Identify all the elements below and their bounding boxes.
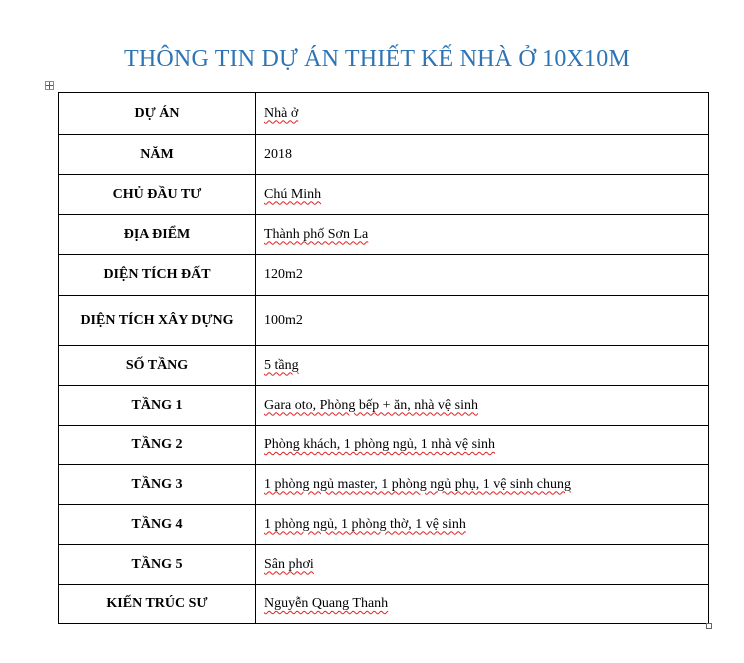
row-value-tang-3 xyxy=(256,465,709,505)
row-value-chu-dau-tu xyxy=(256,175,709,215)
value-text: Phòng khách, 1 phòng ngủ, 1 nhà vệ sinh xyxy=(264,437,495,452)
table-row xyxy=(59,585,709,624)
value-text: Sân phơi xyxy=(264,556,314,572)
row-value-du-an xyxy=(256,93,709,135)
row-value-dia-diem xyxy=(256,215,709,255)
row-label-kien-truc-su: KIẾN TRÚC SƯ xyxy=(59,585,256,624)
value-text: 5 tầng xyxy=(264,357,299,373)
value-text: Nhà ở xyxy=(264,105,299,121)
row-value-tang-2 xyxy=(256,426,709,465)
row-label-dia-diem: ĐỊA ĐIỂM xyxy=(59,215,256,255)
value-text: 1 phòng ngủ, 1 phòng thờ, 1 vệ sinh xyxy=(264,516,466,532)
value-text: Thành phố Sơn La xyxy=(264,226,369,242)
row-label-tang-5: TẦNG 5 xyxy=(59,545,256,585)
table-row xyxy=(59,346,709,386)
table-row xyxy=(59,386,709,426)
table-row xyxy=(59,135,709,175)
table-row xyxy=(59,545,709,585)
table-row xyxy=(59,426,709,465)
table-row xyxy=(59,175,709,215)
table-row xyxy=(59,215,709,255)
row-label-tang-1: TẦNG 1 xyxy=(59,386,256,426)
table-row xyxy=(59,296,709,346)
table-row xyxy=(59,465,709,505)
table-row xyxy=(59,255,709,296)
row-label-dien-tich-xay-dung: DIỆN TÍCH XÂY DỰNG xyxy=(59,296,256,346)
value-text: Gara oto, Phòng bếp + ăn, nhà vệ sinh xyxy=(264,397,478,413)
table-row xyxy=(59,505,709,545)
row-value-so-tang xyxy=(256,346,709,386)
row-label-nam: NĂM xyxy=(59,135,256,175)
row-value-nam: 2018 xyxy=(256,135,709,175)
row-label-tang-4: TẦNG 4 xyxy=(59,505,256,545)
table-resize-handle[interactable] xyxy=(706,623,712,629)
row-value-tang-5 xyxy=(256,545,709,585)
table-move-handle-icon[interactable] xyxy=(45,81,54,90)
value-text: 1 phòng ngủ master, 1 phòng ngủ phụ, 1 vệ sinh chung xyxy=(264,476,572,492)
row-value-kien-truc-su xyxy=(256,585,709,624)
row-label-tang-3: TẦNG 3 xyxy=(59,465,256,505)
row-value-dien-tich-dat: 120m2 xyxy=(256,255,709,296)
value-text: Chú Minh xyxy=(264,186,322,202)
table-row xyxy=(59,93,709,135)
project-info-table xyxy=(58,92,709,624)
value-text: Nguyễn Quang Thanh xyxy=(264,596,389,611)
row-label-tang-2: TẦNG 2 xyxy=(59,426,256,465)
row-value-tang-1 xyxy=(256,386,709,426)
row-label-so-tang: SỐ TẦNG xyxy=(59,346,256,386)
row-label-chu-dau-tu: CHỦ ĐẦU TƯ xyxy=(59,175,256,215)
row-label-dien-tich-dat: DIỆN TÍCH ĐẤT xyxy=(59,255,256,296)
row-label-du-an: DỰ ÁN xyxy=(59,93,256,135)
row-value-dien-tich-xay-dung: 100m2 xyxy=(256,296,709,346)
row-value-tang-4 xyxy=(256,505,709,545)
document-title: THÔNG TIN DỰ ÁN THIẾT KẾ NHÀ Ở 10X10M xyxy=(124,46,630,72)
